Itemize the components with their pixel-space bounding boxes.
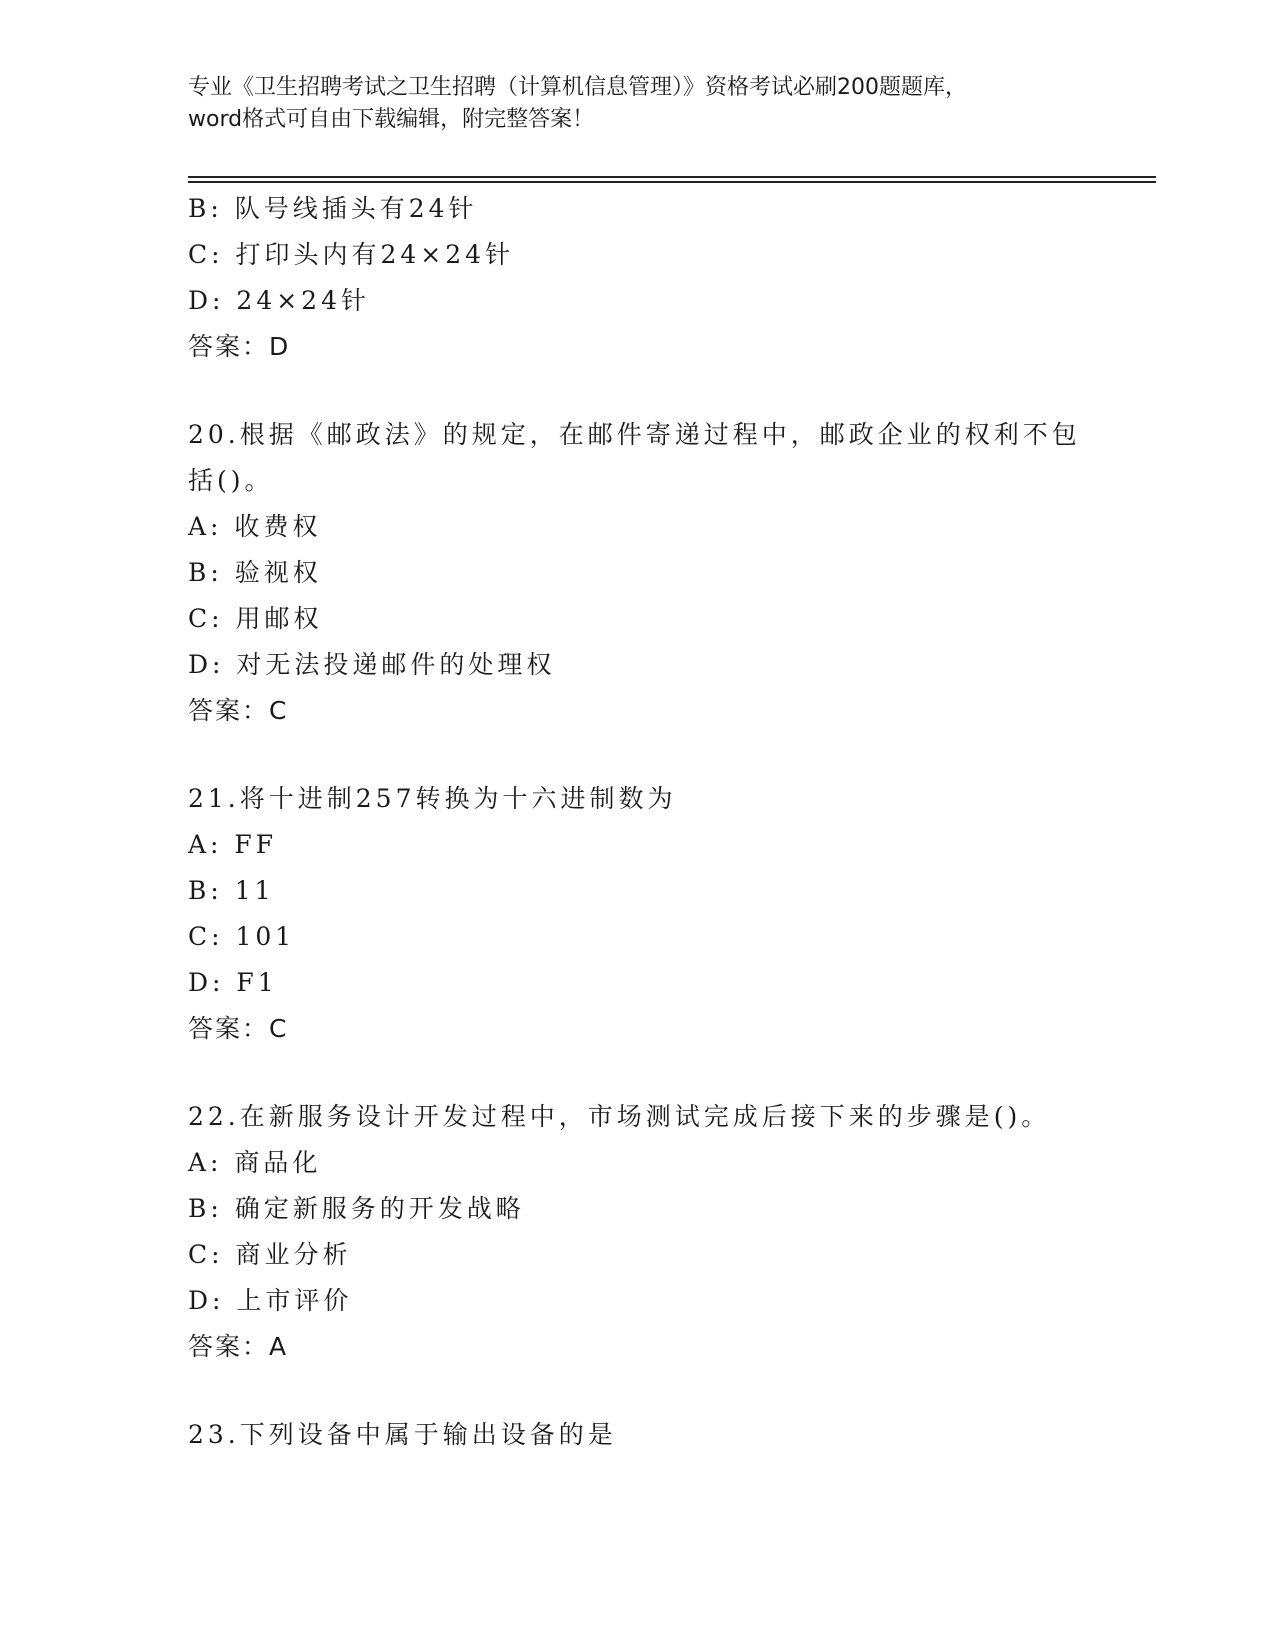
header-divider-top — [188, 176, 1156, 178]
option-c: C: 101 — [188, 922, 296, 951]
question-stem: 21.将十进制257转换为十六进制数为 — [188, 784, 677, 813]
option-b: B: 验视权 — [188, 558, 322, 587]
question-stem-line-1: 20.根据《邮政法》的规定，在邮件寄递过程中，邮政企业的权利不包 — [188, 420, 1081, 449]
question-stem: 22.在新服务设计开发过程中，市场测试完成后接下来的步骤是()。 — [188, 1102, 1051, 1131]
option-a: A: FF — [188, 830, 278, 859]
answer: 答案：D — [188, 332, 291, 361]
question-content — [188, 186, 1088, 1458]
option-d: D: F1 — [188, 968, 278, 997]
option-d: D: 上市评价 — [188, 1286, 353, 1315]
option-b: B: 确定新服务的开发战略 — [188, 1194, 525, 1223]
header-line-1: 专业《卫生招聘考试之卫生招聘（计算机信息管理）》资格考试必刷200题题库， — [188, 75, 967, 100]
option-d: D: 24×24针 — [188, 286, 370, 315]
option-c: C: 商业分析 — [188, 1240, 352, 1269]
question-stem: 23.下列设备中属于输出设备的是 — [188, 1420, 617, 1449]
answer: 答案：A — [188, 1332, 289, 1361]
option-a: A: 商品化 — [188, 1148, 322, 1177]
question-19 — [188, 186, 1088, 370]
option-a: A: 收费权 — [188, 512, 322, 541]
option-b: B: 11 — [188, 876, 275, 905]
header-line-2: word格式可自由下载编辑，附完整答案！ — [188, 107, 595, 132]
option-d: D: 对无法投递邮件的处理权 — [188, 650, 556, 679]
option-c: C: 用邮权 — [188, 604, 323, 633]
header-divider-bottom — [188, 181, 1156, 183]
document-header — [188, 72, 1088, 136]
answer: 答案：C — [188, 1014, 289, 1043]
option-b: B: 队号线插头有24针 — [188, 194, 478, 223]
question-20 — [188, 412, 1088, 734]
question-21 — [188, 776, 1088, 1052]
question-23 — [188, 1412, 1088, 1458]
option-c: C: 打印头内有24×24针 — [188, 240, 515, 269]
question-22 — [188, 1094, 1088, 1370]
question-stem-line-2: 括()。 — [188, 466, 274, 495]
answer: 答案：C — [188, 696, 289, 725]
